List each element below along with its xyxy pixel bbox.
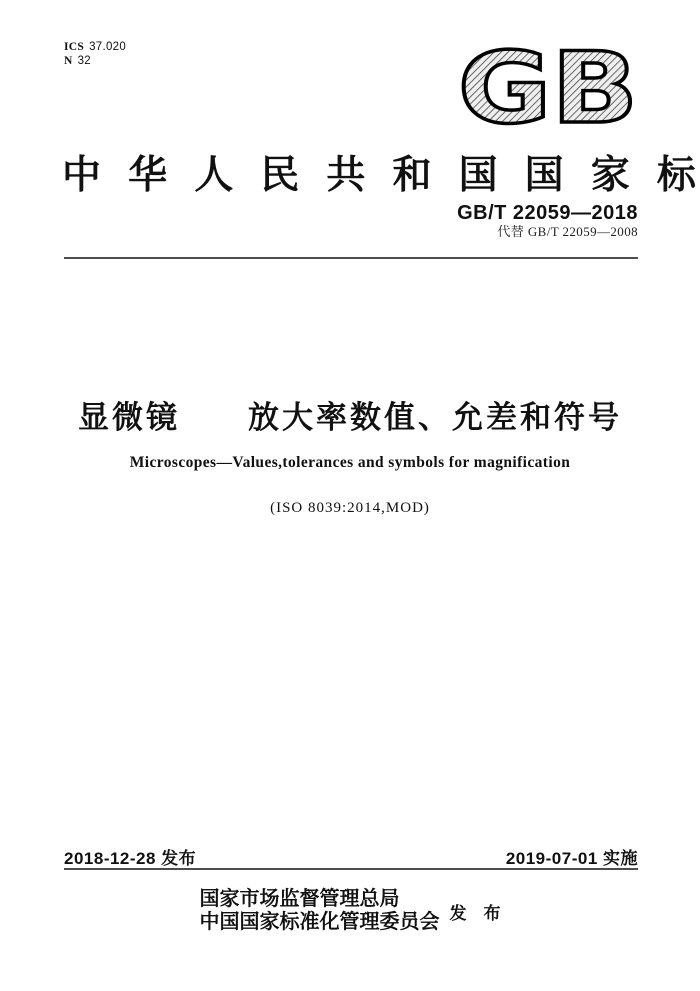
ics-block [64,40,126,68]
document-title-cn: 显微镜 放大率数值、允差和符号 [78,400,622,435]
document-title-en: Microscopes—Values,tolerances and symbols for magnification [129,454,571,471]
ics-line [64,40,126,54]
publisher-block [0,888,700,934]
ics-label: ICS [64,41,85,53]
issue-date: 2018-12-28 发布 [64,849,197,868]
top-divider [64,257,638,259]
publisher-names [200,888,438,934]
national-standard-title: 中 华 人 民 共 和 国 国 家 标 [62,154,696,197]
publisher-line-2: 中国国家标准化管理委员会 [199,911,440,933]
dates-row [64,844,638,869]
publish-label: 发 布 [449,903,501,923]
replaces-note: 代替 GB/T 22059—2008 [497,224,638,239]
class-code: 32 [77,55,92,67]
gb-logo-svg [454,42,642,128]
bottom-divider [64,868,638,870]
class-label: N [64,55,73,67]
gb-logo-icon [454,42,642,128]
standard-number: GB/T 22059—2018 [457,202,638,224]
publisher-line-1: 国家市场监督管理总局 [199,888,400,910]
iso-reference: (ISO 8039:2014,MOD) [270,500,430,516]
gb-logo-text: GB [458,42,638,128]
ics-code: 37.020 [89,41,127,53]
classification-line [64,54,126,68]
implement-date: 2019-07-01 实施 [505,849,638,868]
standard-number-block [457,202,638,240]
